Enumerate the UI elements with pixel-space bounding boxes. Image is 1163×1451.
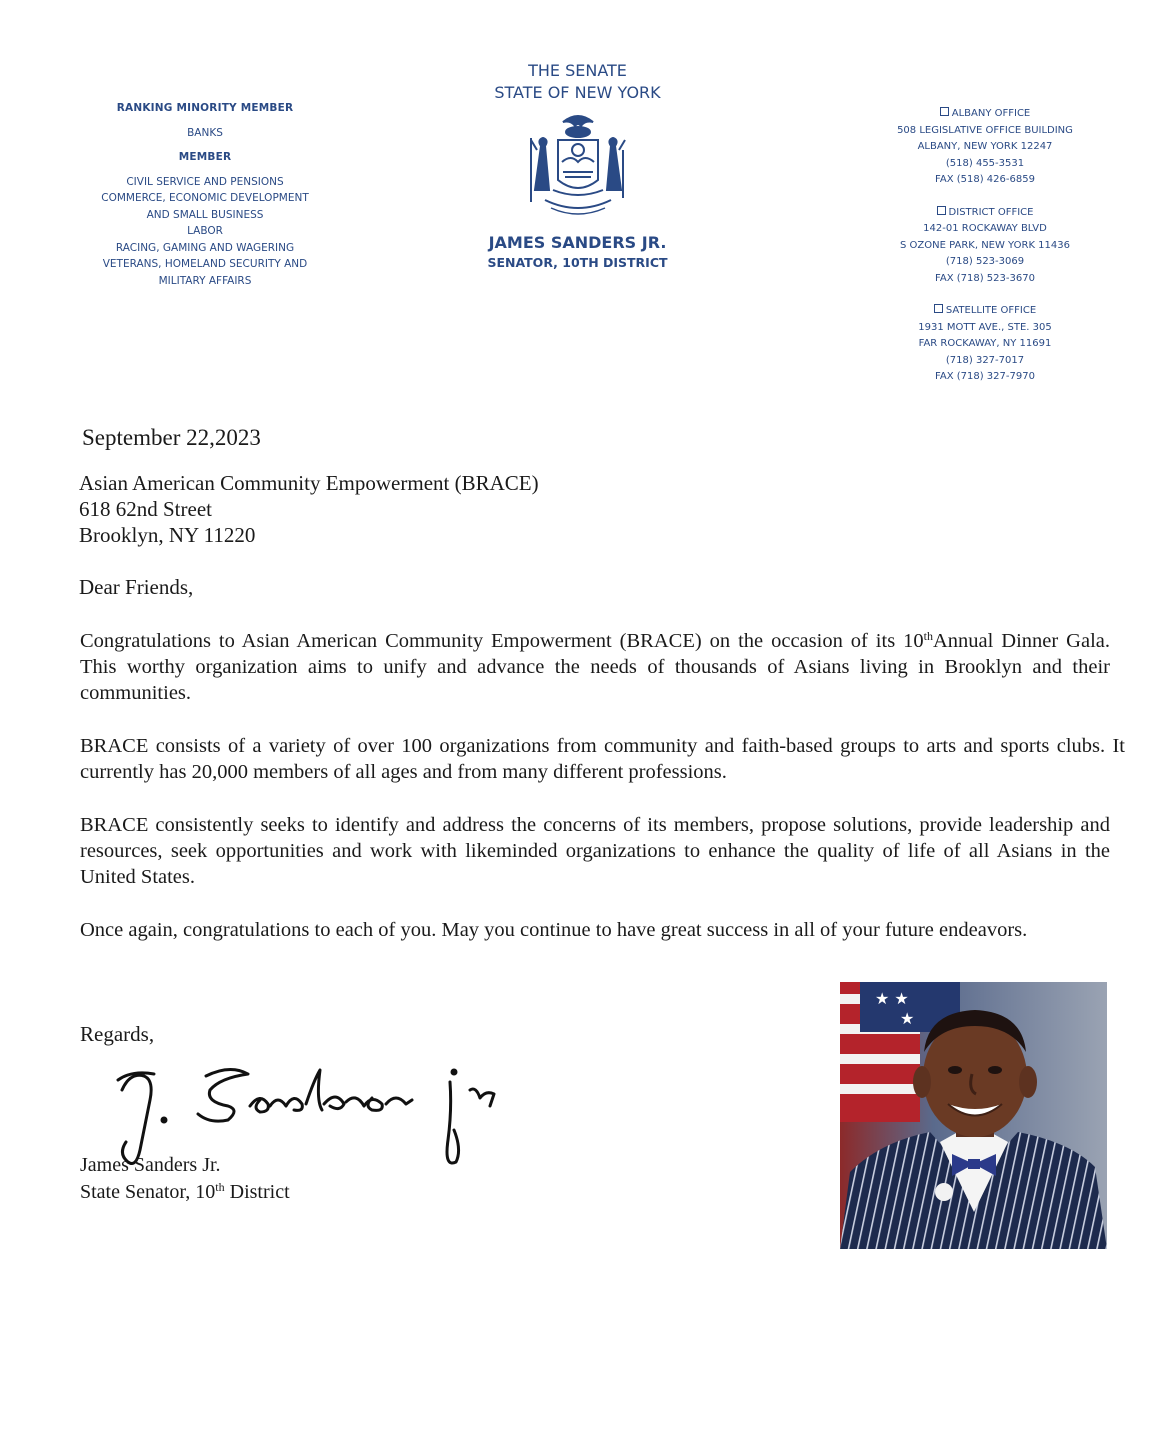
signer-title-start: State Senator, 10 — [80, 1181, 216, 1203]
greeting: Dear Friends, — [79, 575, 194, 599]
signer-title — [80, 1179, 290, 1206]
senator-portrait-photo — [840, 982, 1107, 1249]
paragraph-1-end: Annual Dinner Gala. This worthy organization aims to unify and advance the needs of thousands of Asians living in Brooklyn and their communities. — [80, 630, 1110, 704]
new-york-state-seal-icon — [523, 110, 633, 222]
ranking-title: RANKING MINORITY MEMBER — [116, 102, 294, 114]
member-title: MEMBER — [178, 151, 232, 163]
office-list — [870, 106, 1100, 402]
office-line: FAX (718) 523-3670 — [935, 272, 1035, 284]
committee-item: LABOR — [187, 225, 223, 237]
office-line: FAX (518) 426-6859 — [935, 174, 1035, 185]
recipient-address — [79, 470, 539, 548]
committee-item: VETERANS, HOMELAND SECURITY AND — [102, 258, 308, 270]
committee-item: AND SMALL BUSINESS — [146, 208, 264, 221]
svg-text:★: ★ — [900, 1009, 915, 1028]
senate-header — [460, 60, 695, 272]
office-line: (718) 523-3069 — [945, 256, 1025, 267]
office-line: FAX (718) 327-7970 — [935, 371, 1035, 382]
committee-item: COMMERCE, ECONOMIC DEVELOPMENT — [101, 192, 309, 204]
office-title: ALBANY OFFICE — [951, 108, 1031, 119]
svg-text:★ ★: ★ ★ — [875, 989, 909, 1008]
office-line: 1931 MOTT AVE., STE. 305 — [918, 321, 1052, 333]
closing: Regards, — [80, 1022, 155, 1046]
committee-item: RACING, GAMING AND WAGERING — [115, 241, 295, 254]
letter-date: September 22,2023 — [82, 425, 261, 450]
district-office — [870, 205, 1100, 288]
signer-block — [80, 1152, 290, 1206]
checkbox-icon — [940, 107, 949, 116]
office-line: S OZONE PARK, NEW YORK 11436 — [900, 239, 1070, 251]
paragraph-1-start: Congratulations to Asian American Community Empowerment (BRACE) on the occasion of its 10 — [80, 630, 924, 652]
office-line: ALBANY, NEW YORK 12247 — [917, 141, 1053, 152]
committee-item: CIVIL SERVICE AND PENSIONS — [126, 175, 284, 188]
satellite-office — [870, 303, 1100, 386]
senator-portrait-icon — [840, 982, 1107, 1249]
ordinal-suffix: th — [215, 1180, 225, 1194]
recipient-street: 618 62nd Street — [79, 497, 212, 521]
state-title: STATE OF NEW YORK — [494, 83, 661, 102]
paragraph-4: Once again, congratulations to each of you. May you continue to have great success in all of your future endeavors. — [80, 919, 1028, 941]
office-title: DISTRICT OFFICE — [948, 206, 1034, 218]
office-line: FAR ROCKAWAY, NY 11691 — [918, 338, 1052, 349]
checkbox-icon — [937, 206, 946, 215]
ordinal-suffix: th — [923, 629, 933, 643]
paragraph-3: BRACE consistently seeks to identify and address the concerns of its members, propose solutions, provide leadership and resources, seek opportunities and work with likeminded organizations to enhance the quality of life of all Asians in the United States. — [80, 814, 1110, 888]
paragraph-1 — [80, 628, 1110, 706]
office-line: 508 LEGISLATIVE OFFICE BUILDING — [897, 124, 1073, 136]
office-line: (518) 455-3531 — [945, 157, 1025, 169]
ranking-committee: BANKS — [187, 126, 223, 139]
paragraph-2: BRACE consists of a variety of over 100 organizations from community and faith-based groups to arts and sports clubs. It currently has 20,000 members of all ages and from many different professions. — [80, 735, 1125, 783]
signer-name: James Sanders Jr. — [80, 1154, 221, 1176]
senate-title: THE SENATE — [528, 61, 627, 80]
committee-list — [70, 100, 340, 289]
office-line: 142-01 ROCKAWAY BLVD — [923, 223, 1047, 234]
office-line: (718) 327-7017 — [945, 354, 1025, 366]
office-title: SATELLITE OFFICE — [945, 305, 1037, 316]
senator-district: SENATOR, 10TH DISTRICT — [487, 255, 668, 270]
recipient-city: Brooklyn, NY 11220 — [79, 523, 256, 547]
checkbox-icon — [934, 304, 943, 313]
albany-office — [870, 106, 1100, 189]
senator-name: JAMES SANDERS JR. — [488, 233, 667, 252]
signer-title-end: District — [224, 1181, 290, 1203]
recipient-name: Asian American Community Empowerment (BRACE) — [79, 471, 539, 495]
committee-item: MILITARY AFFAIRS — [158, 274, 252, 287]
